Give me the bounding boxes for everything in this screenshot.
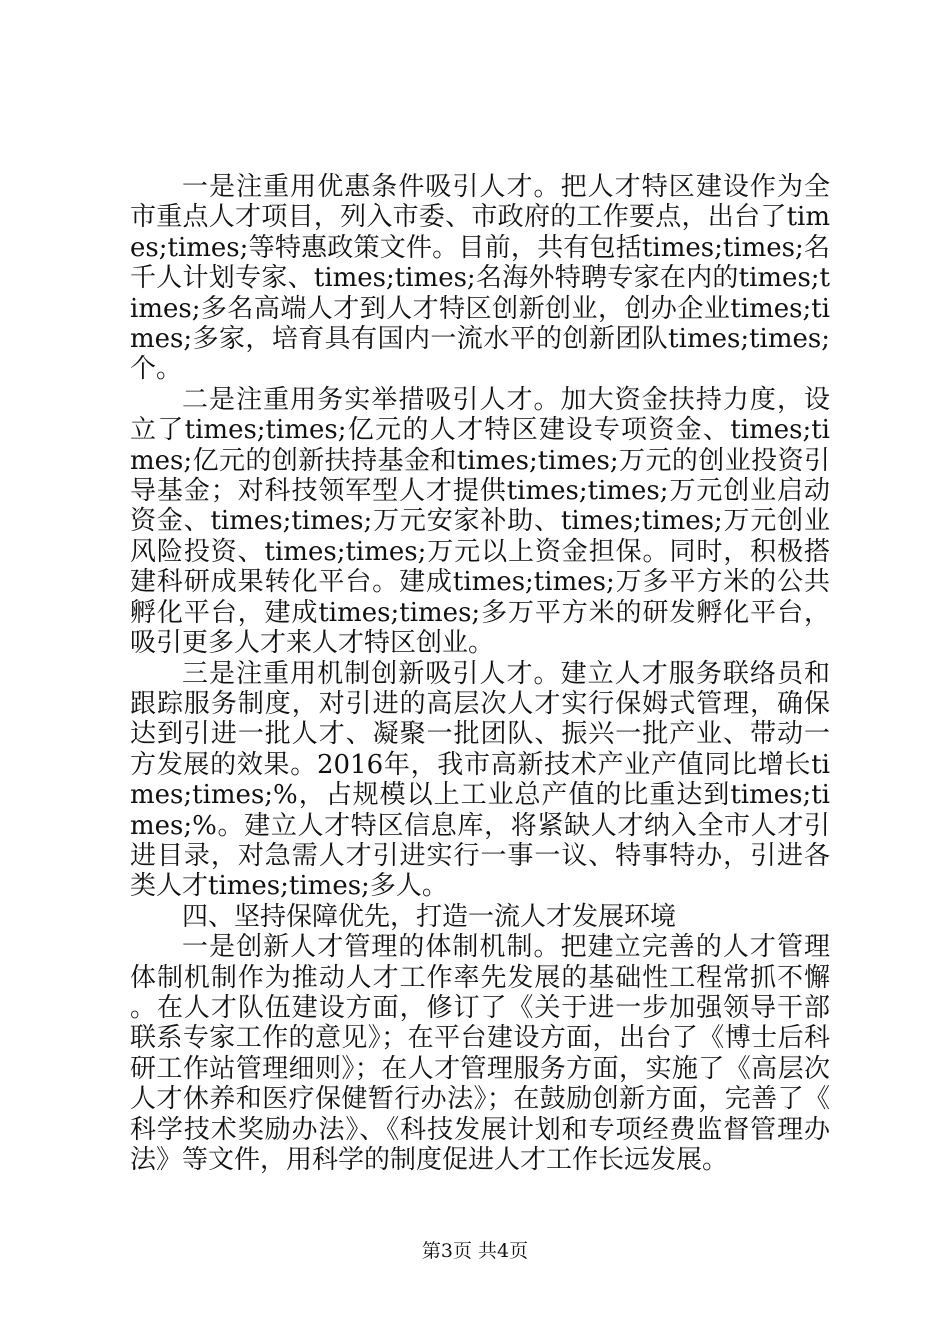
- page-number-footer: 第3页 共4页: [421, 1240, 529, 1262]
- document-body: [130, 172, 830, 1175]
- paragraph-attract-talent-practical: 二是注重用务实举措吸引人才。加大资金扶持力度，设立了times;times;亿元的人才特区建设专项资金、times;times;亿元的创新扶持基金和times;times;万元的创业投资引导基金；对科技领军型人才提供times;times;万元创业启动资金、times;times;万元安家补助、times;times;万元创业风险投资、times;times;万元以上资金担保。同时，积极搭建科研成果转化平台。建成times;times;万多平方米的公共孵化平台，建成times;times;多万平方米的研发孵化平台，吸引更多人才来人才特区创业。: [130, 384, 830, 659]
- paragraph-talent-management-system: 一是创新人才管理的体制机制。把建立完善的人才管理体制机制作为推动人才工作率先发展的基础性工程常抓不懈。在人才队伍建设方面，修订了《关于进一步加强领导干部联系专家工作的意见》；在平台建设方面，出台了《博士后科研工作站管理细则》；在人才管理服务方面，实施了《高层次人才休养和医疗保健暂行办法》；在鼓励创新方面，完善了《科学技术奖励办法》、《科技发展计划和专项经费监督管理办法》等文件，用科学的制度促进人才工作长远发展。: [130, 932, 830, 1175]
- section-heading: 四、坚持保障优先，打造一流人才发展环境: [182, 901, 677, 932]
- paragraph-attract-talent-mechanism: 三是注重用机制创新吸引人才。建立人才服务联络员和跟踪服务制度，对引进的高层次人才实行保姆式管理，确保达到引进一批人才、凝聚一批团队、振兴一批产业、带动一方发展的效果。2016年，我市高新技术产业产值同比增长times;times;%，占规模以上工业总产值的比重达到times;times;%。建立人才特区信息库，将紧缺人才纳入全市人才引进目录，对急需人才引进实行一事一议、特事特办，引进各类人才times;times;多人。: [130, 658, 830, 902]
- paragraph-attract-talent-preferential: 一是注重用优惠条件吸引人才。把人才特区建设作为全市重点人才项目，列入市委、市政府的工作要点，出台了times;times;等特惠政策文件。目前，共有包括times;times;名千人计划专家、times;times;名海外特聘专家在内的times;times;多名高端人才到人才特区创新创业，创办企业times;times;多家，培育具有国内一流水平的创新团队times;times;个。: [130, 172, 830, 385]
